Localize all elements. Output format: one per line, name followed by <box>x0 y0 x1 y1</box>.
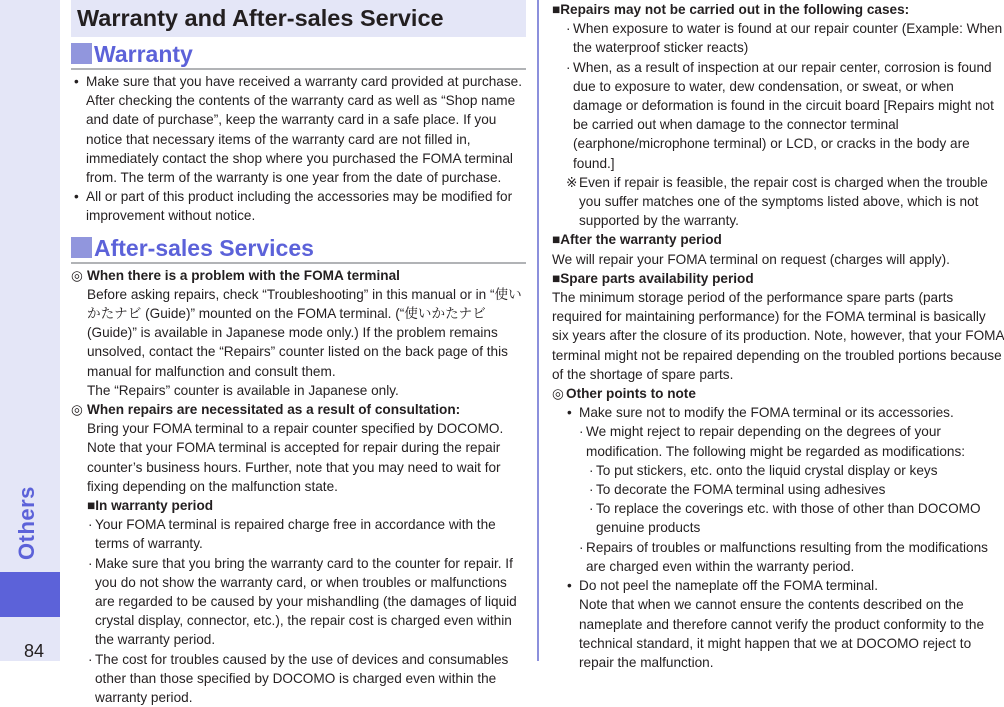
in-warranty-item-2: · Make sure that you bring the warranty card to the counter for repair. If you do not show the warranty card, or when troubles or malfunctions are regarded to be caused by your mishandling (the damages of liquid crystal display, connector, etc.), the repair cost is charged even within the warranty period. <box>88 555 517 648</box>
column-divider <box>537 0 539 661</box>
not-carried-out-heading: ■Repairs may not be carried out in the following cases: <box>552 2 910 17</box>
modification-note: · We might reject to repair depending on the degrees of your modification. The following might be regarded as modifications: <box>579 424 966 459</box>
after-warranty-heading: ■After the warranty period <box>552 232 722 248</box>
warranty-bullet-2: • All or part of this product including the accessories may be modified for improvement without notice. <box>71 187 526 225</box>
dot-icon: · <box>88 555 93 571</box>
section-tab-label: Others <box>14 486 39 560</box>
dot-icon: · <box>589 482 594 498</box>
dot-icon: · <box>589 501 594 517</box>
double-circle-icon: ◎ <box>552 386 564 402</box>
not-carried-out-item-2: · When, as a result of inspection at our repair center, corrosion is found due to exposure to water, dew condensation, or sweat, or when damage or deformation is found in the circuit board [Repairs might not be carried out when damage to the connector terminal (earphone/microphone terminal) or LCD, or cracks in the body are found.] <box>566 59 994 171</box>
left-column <box>71 0 526 707</box>
spare-parts-heading: ■Spare parts availability period <box>552 270 754 286</box>
in-warranty-item-3: · The cost for troubles caused by the use of devices and consumables other than those specified by DOCOMO is charged even within the warranty period. <box>88 651 509 706</box>
other-points-bullet-2: • Do not peel the nameplate off the FOMA terminal. <box>552 576 1004 595</box>
reference-mark-icon: ※ <box>566 174 578 190</box>
repair-cost-note: ※ Even if repair is feasible, the repair cost is charged when the trouble you suffer matches one of the symptoms listed above, which is not supported by the warranty. <box>566 174 988 229</box>
problem-heading: ◎ When there is a problem with the FOMA terminal <box>71 266 526 285</box>
section-tab-marker <box>0 572 60 617</box>
dot-icon: · <box>566 21 571 37</box>
warranty-bullet-1: • Make sure that you have received a warranty card provided at purchase. After checking the contents of the warranty card as well as “Shop name and date of purchase”, keep the warranty card in a safe place. If you notice that necessary items of the warranty card are not filled in, immediately contact the shop where you purchased the FOMA terminal from. The term of the warranty is one year from the date of purchase. <box>71 72 526 187</box>
nameplate-note: Note that when we cannot ensure the contents described on the nameplate and therefore cannot verify the product conformity to the technical standard, it might happen that we at DOCOMO reject to repair the malfunction. <box>579 597 985 670</box>
after-warranty-body: We will repair your FOMA terminal on request (charges will apply). <box>552 251 950 267</box>
double-circle-icon: ◎ <box>71 402 83 418</box>
bullet-icon: • <box>567 405 572 421</box>
sidebar <box>0 0 60 661</box>
other-points-bullet-1: • Make sure not to modify the FOMA terminal or its accessories. <box>552 403 1004 422</box>
modification-item-3: · To replace the coverings etc. with those of other than DOCOMO genuine products <box>589 501 981 536</box>
modification-item-1: · To put stickers, etc. onto the liquid crystal display or keys <box>552 461 1004 480</box>
dot-icon: · <box>88 517 93 533</box>
square-icon <box>71 237 92 258</box>
spare-parts-body: The minimum storage period of the performance spare parts (parts required for maintaining performance) for the FOMA terminal is basically six years after the closure of its production. Note, however, that your FOMA terminal might not be repaired depending on the troubled portions because of the shortage of spare parts. <box>552 290 1004 382</box>
dot-icon: · <box>566 59 571 75</box>
dot-icon: · <box>579 539 584 555</box>
double-circle-icon: ◎ <box>71 267 83 283</box>
dot-icon: · <box>579 424 584 440</box>
consultation-body: Bring your FOMA terminal to a repair counter specified by DOCOMO. Note that your FOMA terminal is accepted for repair during the repair counter’s business hours. Further, note that you may need to wait for fixing depending on the malfunction state. <box>87 421 504 494</box>
page-number: 84 <box>24 641 45 661</box>
in-warranty-item-1: · Your FOMA terminal is repaired charge free in accordance with the terms of warranty. <box>88 517 496 552</box>
dot-icon: · <box>589 462 594 478</box>
right-column <box>552 0 1004 672</box>
other-points-heading: ◎ Other points to note <box>552 384 1004 403</box>
warranty-heading: Warranty <box>71 41 526 70</box>
bullet-icon: • <box>567 578 572 594</box>
square-icon <box>71 43 92 64</box>
not-carried-out-item-1: · When exposure to water is found at our repair counter (Example: When the waterproof sticker reacts) <box>566 21 1003 56</box>
modification-charge-note: · Repairs of troubles or malfunctions resulting from the modifications are charged even within the warranty period. <box>579 539 988 574</box>
dot-icon: · <box>88 651 93 667</box>
consultation-heading: ◎ When repairs are necessitated as a result of consultation: <box>71 400 526 419</box>
in-warranty-heading: ■In warranty period <box>87 498 214 514</box>
modification-item-2: · To decorate the FOMA terminal using adhesives <box>552 480 1004 499</box>
page-title: Warranty and After-sales Service <box>71 0 526 37</box>
problem-body: Before asking repairs, check “Troubleshooting” in this manual or in “使いかたナビ (Guide)” mounted on the FOMA terminal. (“使いかたナビ (Guide)” is available in Japanese mode only.) If the problem remains unsolved, contact the “Repairs” counter listed on the back page of this manual for malfunction and consult them. <box>87 286 522 379</box>
after-sales-heading: After-sales Services <box>71 235 526 264</box>
problem-note: The “Repairs” counter is available in Japanese only. <box>87 382 399 398</box>
